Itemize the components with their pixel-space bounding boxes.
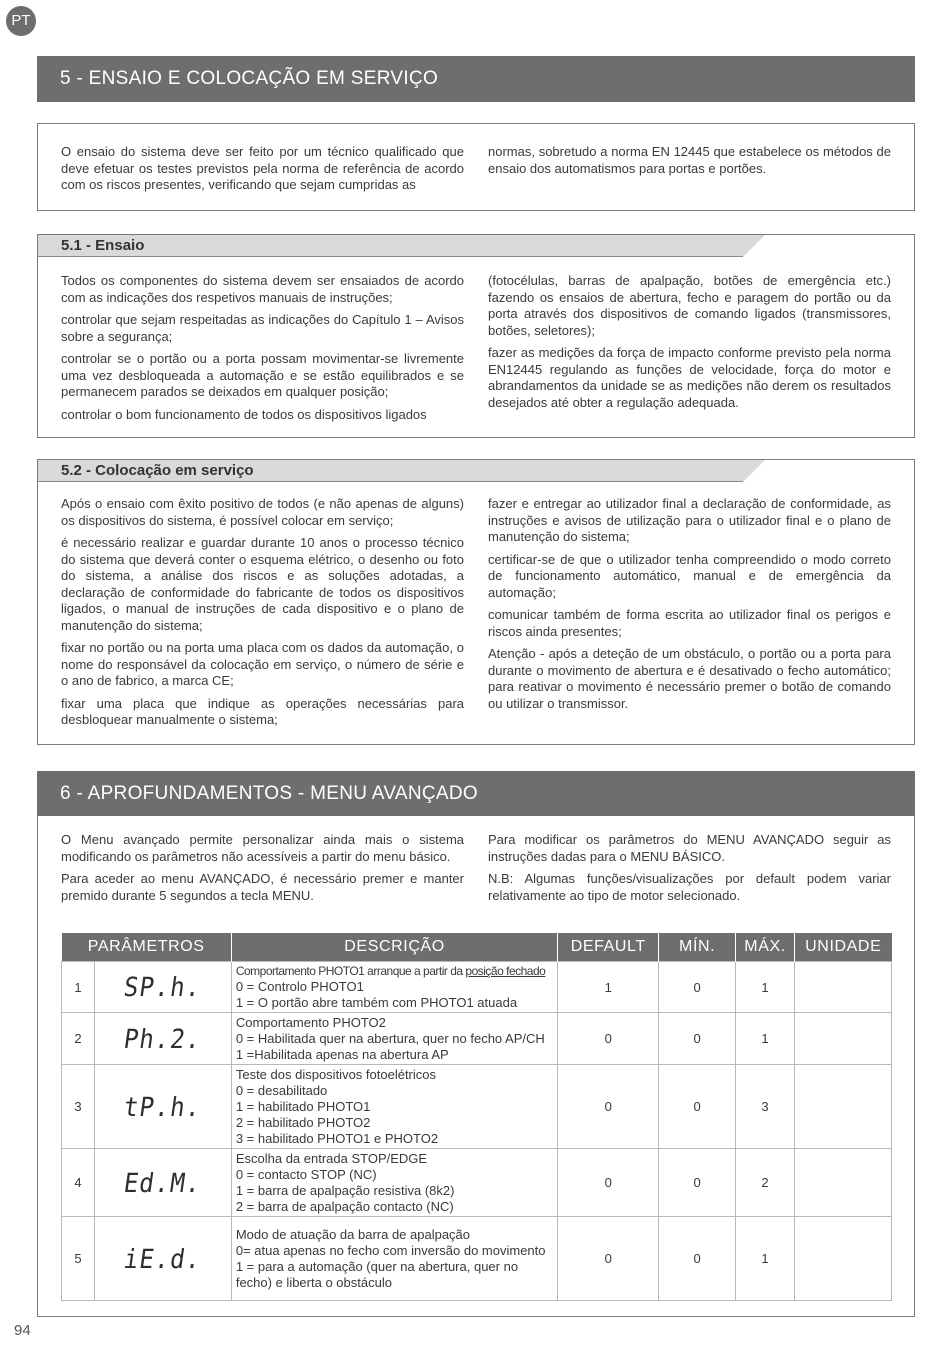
section-6-left [61,832,464,910]
min-value: 0 [659,1217,736,1301]
row-description [231,1217,557,1301]
header-unidade: UNIDADE [795,933,892,962]
display-code [94,1065,231,1149]
display-code-text: Ph.2. [122,1023,204,1054]
section-5-2-right [488,496,891,718]
default-value: 0 [558,1013,659,1065]
header-parametros: PARÂMETROS [62,933,232,962]
row-description [231,962,557,1013]
row-number: 2 [62,1013,95,1065]
row-description [231,1065,557,1149]
description-line: Comportamento PHOTO2 [235,1014,386,1030]
language-badge: PT [6,6,36,36]
paragraph: normas, sobretudo a norma EN 12445 que estabelece os métodos de ensaio dos automatismos para portas e portões. [488,144,891,176]
display-code-text: iE.d. [122,1243,204,1274]
section-5-1-right [488,273,891,417]
row-description [231,1013,557,1065]
paragraph: O ensaio do sistema deve ser feito por um técnico qualificado que deve efetuar os testes previstos pela norma de referência de acordo com os riscos presentes, verificando que sejam cumpridas as [61,144,464,192]
section-5-title: 5 - ENSAIO E COLOCAÇÃO EM SERVIÇO [37,56,915,102]
max-value: 1 [736,1217,795,1301]
parameters-table [61,933,892,1301]
description-line: 3 = habilitado PHOTO1 e PHOTO2 [235,1130,439,1146]
header-max: MÁX. [736,933,795,962]
max-value: 2 [736,1149,795,1217]
paragraph: controlar o bom funcionamento de todos os dispositivos ligados [61,406,427,422]
row-number: 4 [62,1149,95,1217]
table-row [62,962,892,1013]
paragraph: fazer as medições da força de impacto conforme previsto pela norma EN12445 regulando as funções de velocidade, força do motor e abrandamentos da unidade se as medições não derem os resultados desejados até obter a regulação adequada. [488,345,891,410]
description-line: 1 = habilitado PHOTO1 [235,1098,371,1114]
section-5-2-box [37,459,915,745]
unit-value [795,1217,892,1301]
description-line: 0 = desabilitado [235,1082,328,1098]
display-code [94,1217,231,1301]
table-row [62,1217,892,1301]
paragraph: Para modificar os parâmetros do MENU AVANÇADO seguir as instruções dadas para o MENU BÁSICO. [488,832,891,864]
paragraph: Todos os componentes do sistema devem ser ensaiados de acordo com as indicações dos respetivos manuais de instruções; [61,273,464,305]
display-code [94,1149,231,1217]
unit-value [795,1065,892,1149]
description-line: Escolha da entrada STOP/EDGE [235,1150,428,1166]
default-value: 0 [558,1065,659,1149]
paragraph: Para aceder ao menu AVANÇADO, é necessário premer e manter premido durante 5 segundos a tecla MENU. [61,871,464,903]
paragraph: Atenção - após a deteção de um obstáculo, o portão ou a porta para durante o movimento de abertura e é desativado o fecho automático; para reativar o movimento é necessário premer o botão de comando ou utilizar o transmissor. [488,646,891,711]
paragraph: N.B: Algumas funções/visualizações por default podem variar relativamente ao tipo de motor selecionado. [488,871,891,903]
min-value: 0 [659,1065,736,1149]
default-value: 0 [558,1149,659,1217]
section-6-right [488,832,891,910]
max-value: 1 [736,962,795,1013]
row-description [231,1149,557,1217]
description-line: Teste dos dispositivos fotoelétricos [235,1066,436,1082]
description-line: 1 =Habilitada apenas na abertura AP [235,1046,449,1062]
unit-value [795,1013,892,1065]
description-line: 1 = para a automação (quer na abertura, quer no fecho) e liberta o obstáculo [235,1258,519,1290]
row-number: 1 [62,962,95,1013]
display-code-text: SP.h. [122,971,204,1003]
paragraph: (fotocélulas, barras de apalpação, botões de emergência etc.) fazendo os ensaios de abertura, fecho e paragem do portão ou da porta através dos dispositivos de comando ligados (transmissores, botões, seletores); [488,273,891,338]
max-value: 1 [736,1013,795,1065]
section-5-intro-box [37,123,915,211]
table-row [62,1149,892,1217]
header-min: MÍN. [659,933,736,962]
unit-value [795,962,892,1013]
paragraph: é necessário realizar e guardar durante 10 anos o processo técnico do sistema que deverá conter o esquema elétrico, o desenho ou foto do sistema, a análise dos riscos e as soluções adotadas, a declaração de conformidade do fabricante de todos os dispositivos ligados, o manual de instruções de cada dispositivo e o plano de manutenção do sistema; [61,535,464,633]
section-5-intro-right [488,144,891,183]
min-value: 0 [659,1149,736,1217]
row-number: 5 [62,1217,95,1301]
description-line: 2 = barra de apalpação contacto (NC) [235,1198,454,1214]
description-line: 1 = O portão abre também com PHOTO1 atuada [235,995,518,1010]
description-line: 0= atua apenas no fecho com inversão do movimento [235,1242,546,1258]
min-value: 0 [659,1013,736,1065]
section-5-2-left [61,496,464,735]
section-5-1-box [37,234,915,438]
description-line: Modo de atuação da barra de apalpação [235,1226,471,1242]
page-number: 94 [14,1322,31,1339]
table-row [62,1065,892,1149]
display-code [94,962,231,1013]
display-code-text: tP.h. [122,1091,204,1122]
max-value: 3 [736,1065,795,1149]
section-5-1-title: 5.1 - Ensaio [38,235,743,257]
default-value: 0 [558,1217,659,1301]
description-line: 0 = Habilitada quer na abertura, quer no fecho AP/CH [235,1030,545,1046]
section-5-2-title: 5.2 - Colocação em serviço [38,460,743,482]
paragraph: certificar-se de que o utilizador tenha compreendido o modo correto de funcionamento automático, manual e de emergência da automação; [488,551,891,600]
description-line: 0 = Controlo PHOTO1 [235,979,364,994]
paragraph: Após o ensaio com êxito positivo de todos (e não apenas de alguns) os dispositivos do sistema, é possível colocar em serviço; [61,496,464,528]
section-5-intro-left [61,144,464,200]
section-6-title: 6 - APROFUNDAMENTOS - MENU AVANÇADO [37,771,915,816]
min-value: 0 [659,962,736,1013]
paragraph: fazer e entregar ao utilizador final a declaração de conformidade, as instruções e avisos de utilização para o utilizador final e o plano de manutenção do sistema; [488,496,891,544]
row-number: 3 [62,1065,95,1149]
table-row [62,1013,892,1065]
header-default: DEFAULT [558,933,659,962]
paragraph: fixar uma placa que indique as operações necessárias para desbloquear manualmente o sistema; [61,695,464,727]
paragraph: comunicar também de forma escrita ao utilizador final os perigos e riscos ainda presentes; [488,607,891,639]
paragraph: controlar se o portão ou a porta possam movimentar-se livremente uma vez desbloqueada a automação e se estão equilibrados e se permanecem parados se deixados em qualquer posição; [61,351,464,399]
description-line: 0 = contacto STOP (NC) [235,1166,377,1182]
display-code-text: Ed.M. [122,1167,204,1198]
paragraph: controlar que sejam respeitadas as indicações do Capítulo 1 – Avisos sobre a segurança; [61,312,464,344]
table-header-row [62,933,892,962]
paragraph: fixar no portão ou na porta uma placa com os dados da automação, o nome do responsável da colocação em serviço, o número de série e o ano de fabrico, a marca CE; [61,640,464,688]
header-descricao: DESCRIÇÃO [231,933,557,962]
default-value: 1 [558,962,659,1013]
display-code [94,1013,231,1065]
description-line: Comportamento PHOTO1 arranque a partir da posição fechado [235,964,546,978]
paragraph: O Menu avançado permite personalizar ainda mais o sistema modificando os parâmetros não acessíveis a partir do menu básico. [61,832,464,864]
unit-value [795,1149,892,1217]
description-line: 1 = barra de apalpação resistiva (8k2) [235,1182,455,1198]
section-5-1-left [61,273,464,429]
description-line: 2 = habilitado PHOTO2 [235,1114,371,1130]
